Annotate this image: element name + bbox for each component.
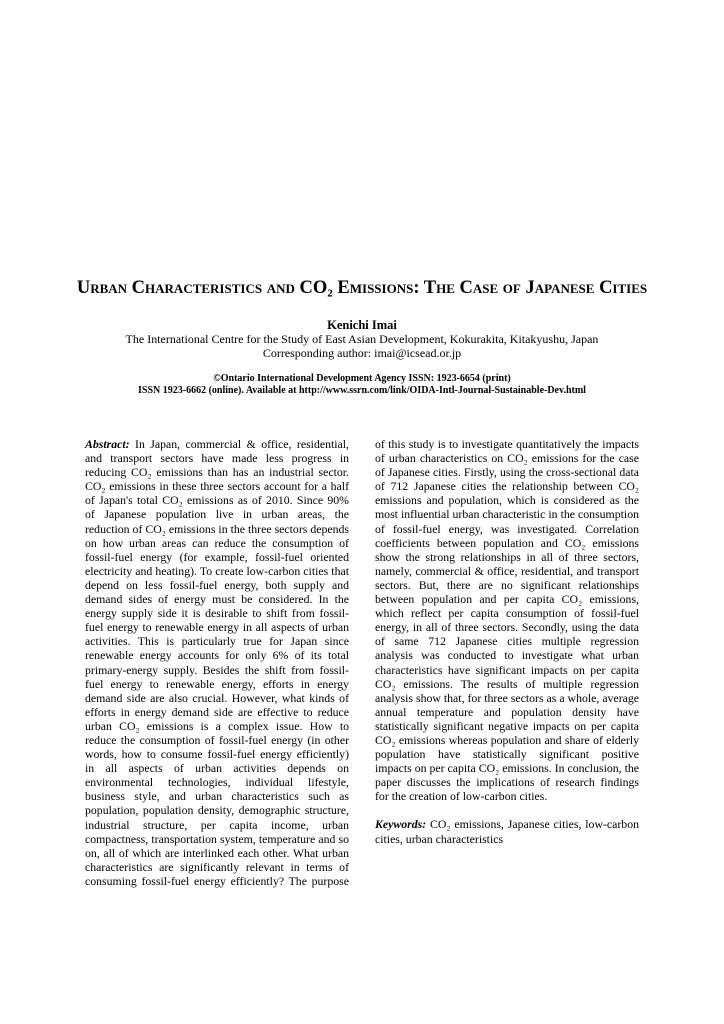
publisher-block bbox=[0, 373, 724, 396]
keywords-text: CO₂ emissions, Japanese cities, low-carbon cities, urban characteristics bbox=[375, 817, 639, 846]
corresponding-author: Corresponding author: imai@icsead.or.jp bbox=[262, 346, 462, 360]
abstract-label: Abstract: bbox=[85, 437, 130, 451]
issn-online-line: ISSN 1923-6662 (online). Available at http://www.ssrn.com/link/OIDA-Intl-Journal-Sustainable-Dev.html bbox=[138, 384, 586, 396]
author-name: Kenichi Imai bbox=[327, 318, 397, 332]
keywords-label: Keywords: bbox=[375, 817, 427, 832]
affiliation: The International Centre for the Study of East Asian Development, Kokurakita, Kitakyushu, Japan bbox=[125, 332, 599, 346]
paper-title: Urban Characteristics and CO₂ Emissions: The Case of Japanese Cities bbox=[76, 278, 648, 298]
abstract-text: In Japan, commercial & office, residential, and transport sectors have made less progress in reducing CO₂ emissions than has an industrial sector. CO₂ emissions in these three sectors account for a half of Japan's total CO₂ emissions as of 2010. Since 90% of Japanese population live in urban areas, the reduction of CO₂ emissions in the three sectors depends on how urban areas can reduce the consumption of fossil-fuel energy (for example, fossil-fuel oriented electricity and heating). To create low-carbon cities that depend on less fossil-fuel energy, both supply and demand sides of energy must be considered. In the energy supply side it is desirable to shift from fossil-fuel energy to renewable energy in all aspects of urban activities. This is particularly true for Japan since renewable energy accounts for only 6% of its total primary-energy supply. Besides the shift from fossil-fuel energy to renewable energy, efforts in energy demand side are also crucial. However, what kinds of efforts in energy demand side are effective to reduce urban CO₂ emissions is a complex issue. How to reduce the consumption of fossil-fuel energy (in other words, how to consume fossil-fuel energy efficiently) in all aspects of urban activities depends on environmental technologies, individual lifestyle, business style, and urban characteristics such as population, population density, demographic structure, industrial structure, per capita income, urban compactness, transportation system, temperature and so on, all of which are interlinked each other. What urban characteristics are significantly relevant in terms of consuming fossil-fuel energy efficiently? The purpose of this study is to investigate quantitatively the impacts of urban characteristics on CO₂ emissions for the case of Japanese cities. Firstly, using the cross-sectional data of 712 Japanese cities the relationship between CO₂ emissions and population, which is considered as the most influential urban characteristic in the consumption of fossil-fuel energy, was investigated. Correlation coefficients between population and CO₂ emissions show the strong relationships in all of three sectors, namely, commercial & office, residential, and transport sectors. But, there are no significant relationships between population and per capita CO₂ emissions, which reflect per capita consumption of fossil-fuel energy, in all of three sectors. Secondly, using the data of same 712 Japanese cities multiple regression analysis was conducted to investigate what urban characteristics have significant impacts on per capita CO₂ emissions. The results of multiple regression analysis show that, for three sectors as a whole, average annual temperature and population density have statistically significant negative impacts on per capita CO₂ emissions whereas population and share of elderly population have statistically significant positive impacts on per capita CO₂ emissions. In conclusion, the paper discusses the implications of research findings for the creation of low-carbon cities. bbox=[85, 437, 639, 888]
keywords-paragraph bbox=[375, 817, 639, 845]
abstract-columns bbox=[85, 437, 639, 889]
paper-header bbox=[0, 276, 724, 396]
issn-print-line: ©Ontario International Development Agency ISSN: 1923-6654 (print) bbox=[213, 373, 511, 384]
